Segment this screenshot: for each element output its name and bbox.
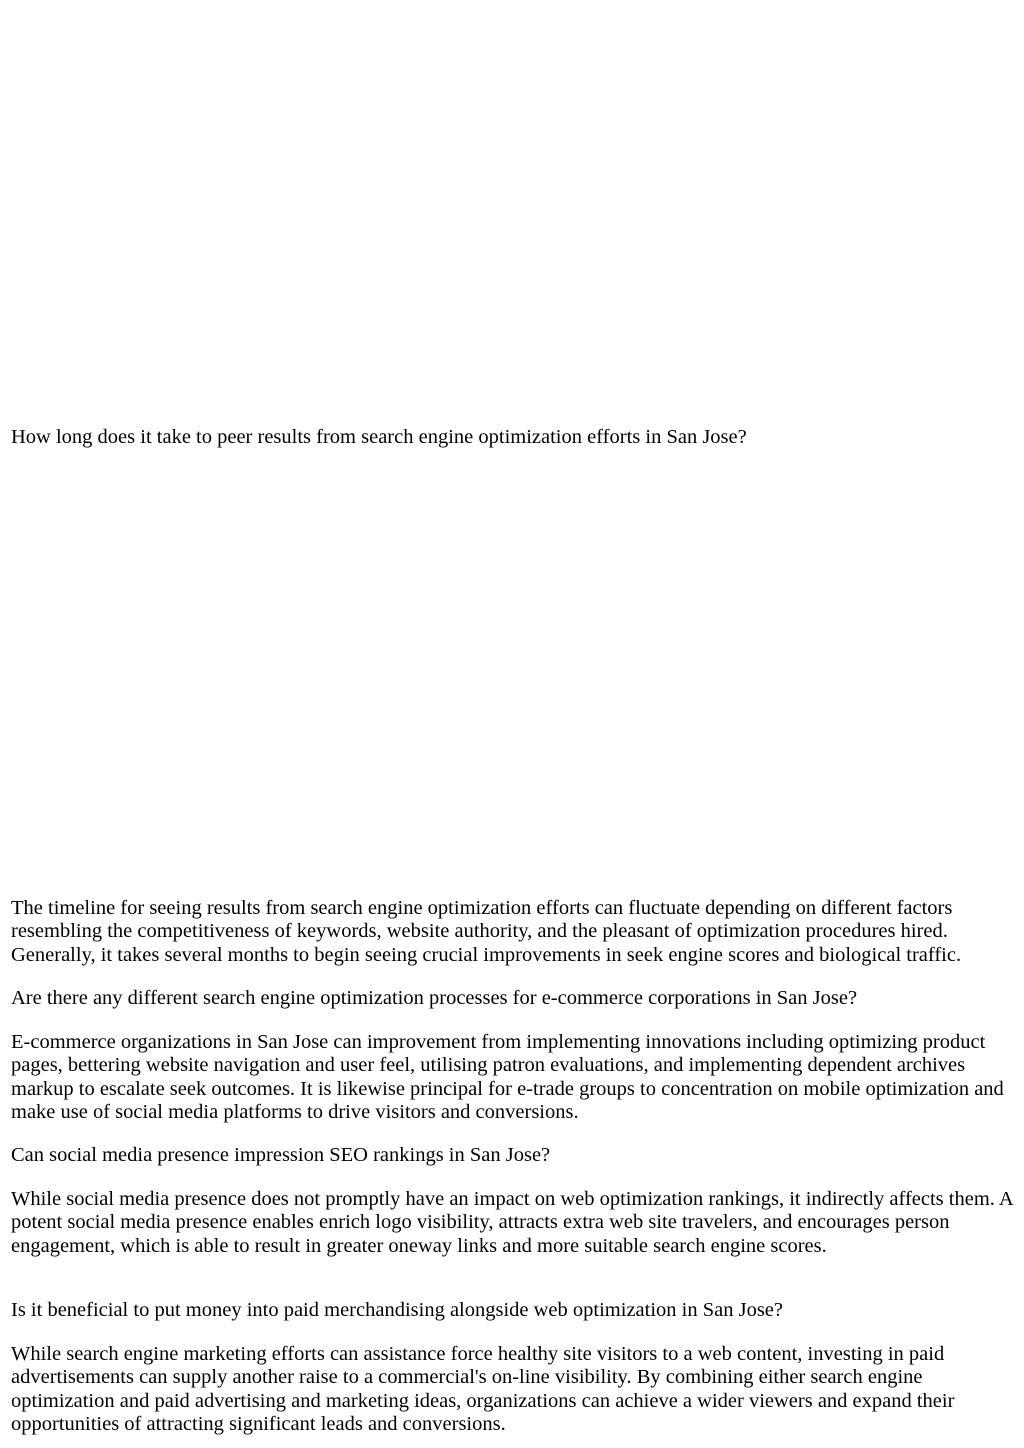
faq-answer: While search engine marketing efforts can assistance force healthy site visitors to a web content, investing in paid advertisements can supply another raise to a commercial's on-line visibility. By combining either search engine optimization and paid advertising and marketing ideas, organizations can achieve a wider viewers and expand their opportunities of attracting significant leads and conversions.	[11, 1343, 955, 1435]
faq-question: How long does it take to peer results from search engine optimization efforts in San Jose?	[11, 426, 747, 448]
faq-question: Is it beneficial to put money into paid merchandising alongside web optimization in San Jose?	[11, 1299, 784, 1321]
faq-answer: E-commerce organizations in San Jose can improvement from implementing innovations including optimizing product pages, bettering website navigation and user feel, utilising patron evaluations, and implementing dependent archives markup to escalate seek outcomes. It is likewise principal for e-trade groups to concentration on mobile optimization and make use of social media platforms to drive visitors and conversions.	[11, 1031, 1004, 1123]
faq-answer: While social media presence does not promptly have an impact on web optimization rankings, it indirectly affects them. A potent social media presence enables enrich logo visibility, attracts extra web site travelers, and encourages person engagement, which is able to result in greater oneway links and more suitable search engine scores.	[11, 1188, 1013, 1257]
faq-question: Can social media presence impression SEO rankings in San Jose?	[11, 1144, 551, 1166]
faq-question: Are there any different search engine optimization processes for e-commerce corporations in San Jose?	[11, 987, 858, 1009]
faq-answer: The timeline for seeing results from search engine optimization efforts can fluctuate depending on different factors resembling the competitiveness of keywords, website authority, and the pleasant of optimization procedures hired. Generally, it takes several months to begin seeing crucial improvements in seek engine scores and biological traffic.	[11, 897, 962, 966]
